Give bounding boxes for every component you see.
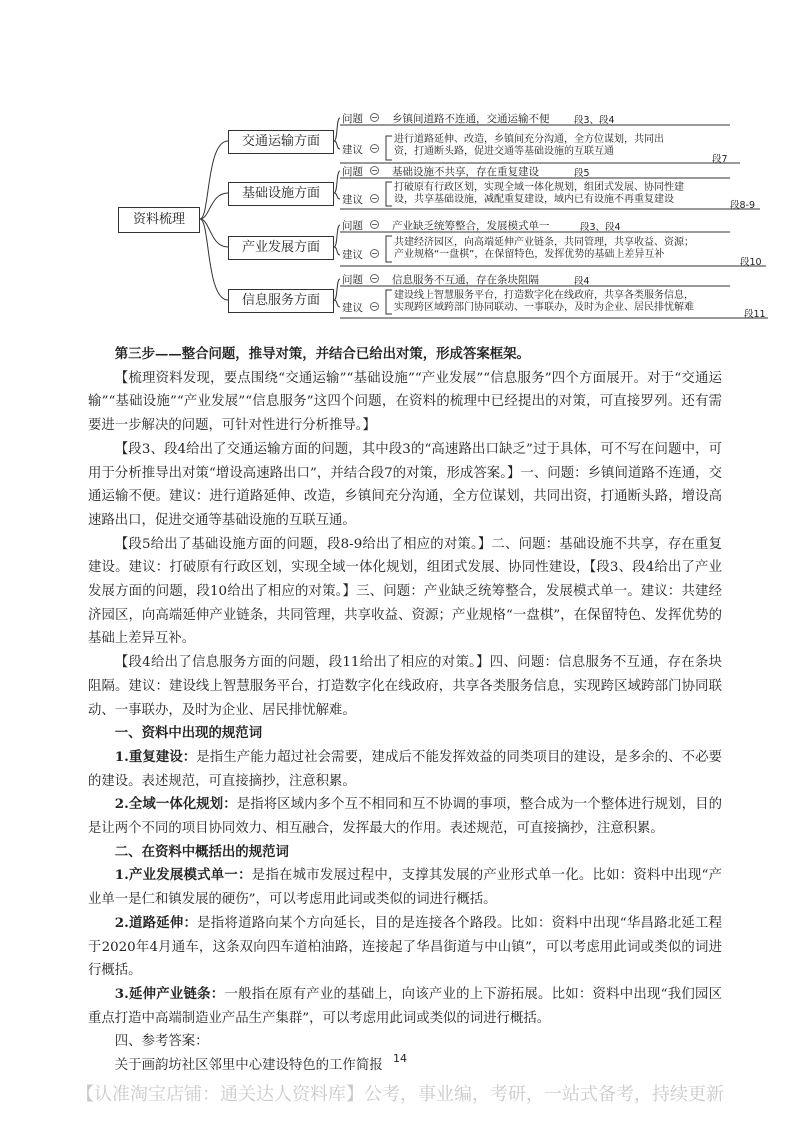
connector-root-branch2 <box>200 193 228 219</box>
b3-problem-ref: 段3、段4 <box>580 222 621 233</box>
b2-suggestion-text: 打破原有行政区划，实现全域一体化规划，组团式发展、协同性建 设，共享基础设施，减配重复建设，域内已有设施不再重复建设 <box>394 182 684 205</box>
b3-problem-label: 问题 <box>342 220 363 232</box>
connector-b2-s <box>334 193 340 199</box>
collapse-icon <box>370 249 379 258</box>
term-item: 1.重复建设：是指生产能力超过社会需要，建成后不能发挥效益的同类项目的建设，是多余的、不必要的建设。表述规范，可直接摘抄，注意积累。 <box>88 748 722 789</box>
b4-problem-label: 问题 <box>342 274 363 286</box>
b2-suggestion-ref: 段8-9 <box>730 200 756 211</box>
connector-root-branch3 <box>200 219 228 247</box>
b2-suggestion-label: 建议 <box>342 194 363 206</box>
b3-problem-text: 产业缺乏统筹整合，发展模式单一 <box>392 220 550 232</box>
b4-problem-ref: 段4 <box>574 276 590 287</box>
footer-watermark: 【认准淘宝店铺：通关达人资料库】公考，事业编，考研，一站式备考，持续更新 <box>76 1084 724 1105</box>
term-item: 2.道路延伸：是指将道路向某个方向延长，目的是连接各个路段。比如：资料中出现“华昌路北延工程于2020年4月通车，这条双向四车道柏油路，连接起了华昌街道与中山镇”，可以考虑用此词或类似的词进行概括。 <box>88 914 722 979</box>
b4-problem-text: 信息服务不互通，存在条块阻隔 <box>392 274 539 286</box>
connector-b1-s <box>334 141 340 149</box>
b3-suggestion-label: 建议 <box>342 249 363 261</box>
collapse-icon <box>370 220 379 229</box>
b3-suggestion-ref: 段10 <box>740 257 762 268</box>
term-item: 1.产业发展模式单一：是指在城市发展过程中，支撑其发展的产业形式单一化。比如：资料中出现“产业单一是仁和镇发展的硬伤”，可以考虑用此词或类似的词进行概括。 <box>88 867 723 908</box>
section-heading-4: 四、参考答案： <box>114 1034 209 1050</box>
section-heading-2: 二、在资料中概括出的规范词 <box>114 843 289 860</box>
connector-b4-q <box>334 279 340 300</box>
b1-suggestion-ref: 段7 <box>712 154 728 165</box>
b1-problem-text: 乡镇间道路不连通，交通运输不便 <box>392 113 550 125</box>
collapse-icon <box>370 194 379 203</box>
mind-map <box>0 0 800 330</box>
connector-b2-q <box>334 171 340 193</box>
paragraph-summary: 【梳理资料发现，要点围绕“交通运输”“基础设施”“产业发展”“信息服务”四个方面展开。对于“交通运输”“基础设施”“产业发展”“信息服务”这四个问题，在资料的梳理中已经提出的对策，可直接罗列。还有需要进一步解决的问题，可针对性进行分析推导。】 <box>88 370 722 434</box>
connector-b3-q <box>334 225 340 247</box>
b2-problem-text: 基础设施不共享，存在重复建设 <box>392 166 539 178</box>
collapse-icon <box>370 113 379 122</box>
branch-infrastructure: 基础设施方面 <box>228 182 334 206</box>
section-heading-1: 一、资料中出现的规范词 <box>114 725 263 742</box>
connector-root-branch1 <box>200 141 228 219</box>
paragraph-info-service: 【段4给出了信息服务方面的问题，段11给出了相应的对策。】四、问题：信息服务不互通，存在条块阻隔。建议：建设线上智慧服务平台，打造数字化在线政府，共享各类服务信息，实现跨区域跨部门协同联动、一事联办，及时为企业、居民排忧解难。 <box>88 655 722 718</box>
answer-title: 关于画韵坊社区邻里中心建设特色的工作简报 <box>114 1058 383 1074</box>
branch-info-service: 信息服务方面 <box>228 289 334 313</box>
step-heading: 第三步——整合问题，推导对策，并结合已给出对策，形成答案框架。 <box>114 346 530 362</box>
collapse-icon <box>370 302 379 311</box>
connector-b1-q <box>334 118 340 141</box>
paragraph-infra-industry: 【段5给出了基础设施方面的问题，段8-9给出了相应的对策。】二、问题：基础设施不共享，存在重复建设。建议：打破原有行政区划，实现全域一体化规划，组团式发展、协同性建设，【段3、段4给出了产业发展方面的问题，段10给出了相应的对策。】三、问题：产业缺乏统筹整合，发展模式单一。建议：共建经济园区，向高端延伸产业链条，共同管理，共享收益、资源；产业规格“一盘棋”，在保留特色、发挥优势的基础上差异互补。 <box>88 536 722 647</box>
page-number: 14 <box>393 1052 407 1065</box>
collapse-icon <box>370 274 379 283</box>
bracket-b2-s <box>386 182 392 206</box>
b1-problem-ref: 段3、段4 <box>574 115 615 126</box>
b1-suggestion-text: 进行道路延伸、改造，乡镇间充分沟通，全方位谋划，共同出 资，打通断头路，促进交通等基础设施的互联互通 <box>394 134 664 157</box>
bracket-b3-s <box>386 236 392 262</box>
connector-b4-s <box>334 300 340 307</box>
b2-problem-label: 问题 <box>342 166 363 178</box>
document-body <box>88 343 722 1078</box>
b4-suggestion-text: 建设线上智慧服务平台，打造数字化在线政府，共享各类服务信息， 实现跨区域跨部门协同联动、一事联办，及时为企业、居民排忧解难 <box>394 290 694 313</box>
b2-problem-ref: 段5 <box>574 168 590 179</box>
b4-suggestion-ref: 段11 <box>744 309 766 320</box>
collapse-icon <box>370 166 379 175</box>
mind-map-root: 资料梳理 <box>118 207 200 233</box>
b3-suggestion-text: 共建经济园区，向高端延伸产业链条，共同管理，共享收益、资源； 产业规格“一盘棋”，在保留特色，发挥优势的基础上差异互补 <box>394 237 694 260</box>
term-item: 3.延伸产业链条：一般指在原有产业的基础上，向该产业的上下游拓展。比如：资料中出现“我们园区重点打造中高端制造业产品生产集群”，可以考虑用此词或类似的词进行概括。 <box>88 985 722 1026</box>
b1-suggestion-label: 建议 <box>342 144 363 156</box>
term-item: 2.全域一体化规划：是指将区域内多个互不相同和互不协调的事项，整合成为一个整体进行规划，目的是让两个不同的项目协同效力、相互融合，发挥最大的作用。表述规范，可直接摘抄，注意积累。 <box>88 796 723 837</box>
b4-suggestion-label: 建议 <box>342 302 363 314</box>
branch-transport: 交通运输方面 <box>228 130 334 154</box>
connector-root-branch4 <box>200 219 228 300</box>
branch-industry: 产业发展方面 <box>228 236 334 260</box>
connector-b3-s <box>334 247 340 255</box>
bracket-b4-s <box>386 290 392 314</box>
collapse-icon <box>370 144 379 153</box>
b1-problem-label: 问题 <box>342 113 363 125</box>
paragraph-transport: 【段3、段4给出了交通运输方面的问题，其中段3的“高速路出口缺乏”过于具体，可不写在问题中，可用于分析推导出对策“增设高速路出口”，并结合段7的对策，形成答案。】一、问题：乡镇间道路不连通，交通运输不便。建议：进行道路延伸、改造，乡镇间充分沟通，全方位谋划，共同出资，打通断头路，增设高速路出口，促进交通等基础设施的互联互通。 <box>88 441 722 528</box>
bracket-b1-s <box>386 136 392 160</box>
